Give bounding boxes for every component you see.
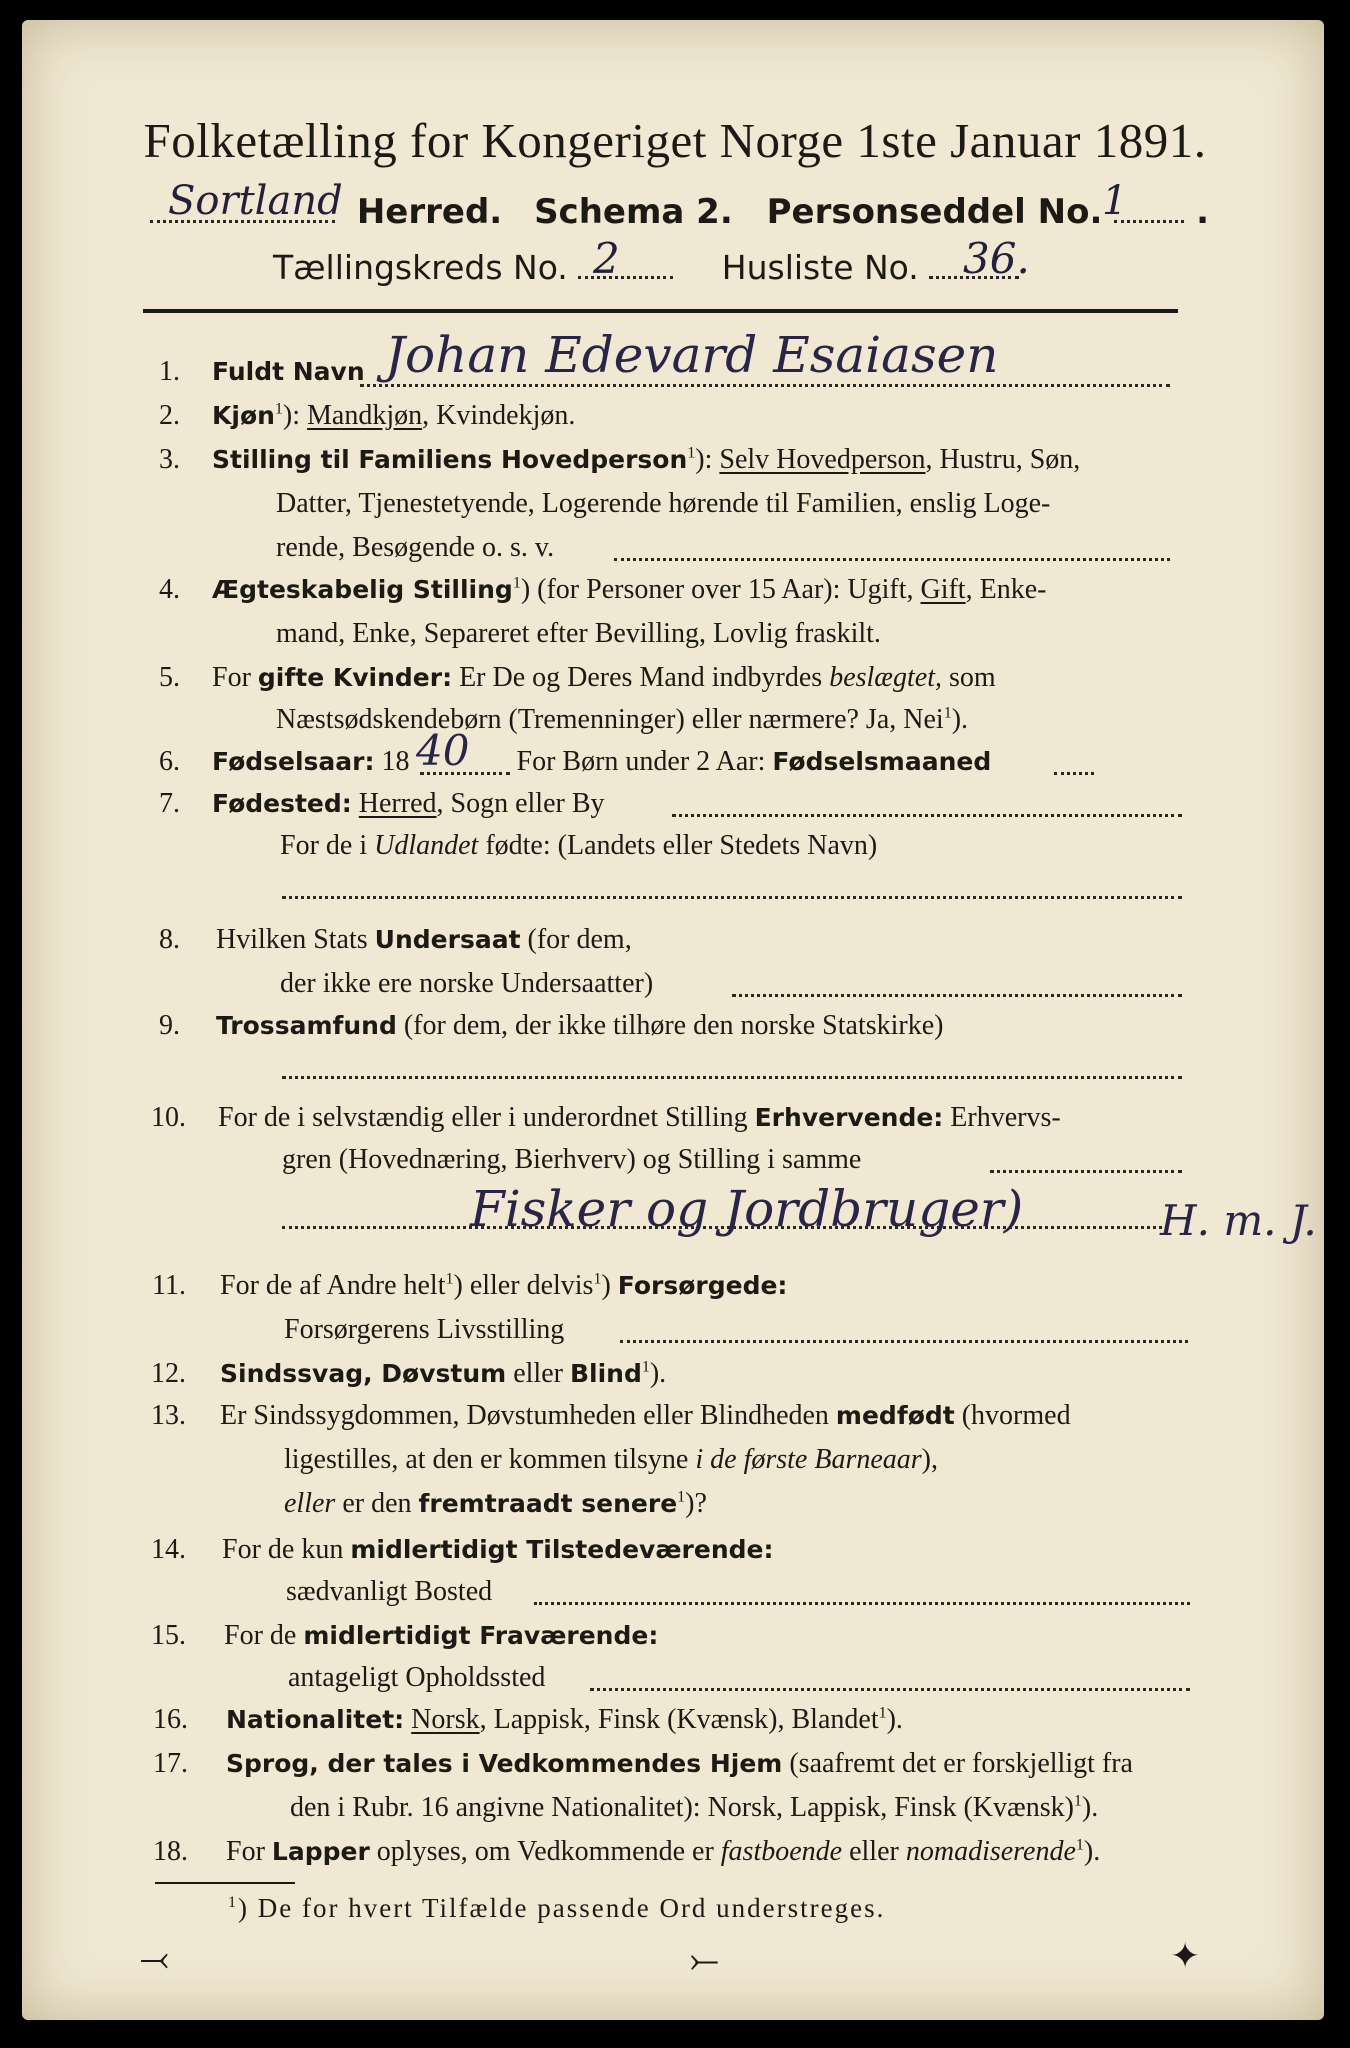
item-13-line2-end: ), <box>921 1444 938 1475</box>
item-18-sup: 1 <box>1075 1836 1084 1854</box>
item-5-rest: Er De og Deres Mand indbyrdes <box>452 662 830 693</box>
item-17-number: 17. <box>153 1748 188 1779</box>
footnote <box>228 1893 885 1924</box>
item-6-rest: For Børn under 2 Aar: <box>509 746 773 777</box>
header-herred-line: Sortland Herred. Schema 2. Personseddel No. 1 . <box>150 192 1209 232</box>
item-1-label: Fuldt Navn <box>212 357 365 386</box>
item-10-value2: H. m. J. <box>1160 1196 1317 1245</box>
corner-mark-center-icon: ⤚ <box>690 1940 719 1981</box>
item-7-label: Fødested: <box>212 789 352 818</box>
item-17-line <box>226 1748 1133 1780</box>
item-15-pre: For de <box>224 1620 304 1651</box>
item-7-line2 <box>280 830 877 862</box>
item-3-label: Stilling til Familiens Hovedperson <box>212 445 688 474</box>
item-13-end: )? <box>685 1488 707 1519</box>
item-12-mid: eller <box>506 1358 570 1389</box>
item-16-rest: , Lappisk, Finsk (Kvænsk), Blandet <box>479 1704 879 1735</box>
item-1-number: 1. <box>159 356 180 387</box>
corner-mark-right-icon: ✦ <box>1170 1936 1201 1977</box>
item-13-line2-italic: i de første Barneaar <box>695 1444 922 1475</box>
item-13-line2-pre: ligestilles, at den er kommen tilsyne <box>284 1444 696 1475</box>
item-5-line <box>212 662 996 694</box>
personseddel-value: 1 <box>1102 178 1128 224</box>
item-16-line <box>226 1704 903 1736</box>
item-18-pre: For <box>226 1836 272 1867</box>
item-1-label-line <box>212 356 365 388</box>
item-2-number: 2. <box>159 400 180 431</box>
item-18-italic1: fastboende <box>720 1836 843 1867</box>
item-5-label: gifte Kvinder: <box>257 663 453 692</box>
item-9-rest: (for dem, der ikke tilhøre den norske Statskirke) <box>396 1010 944 1041</box>
item-5-number: 5. <box>159 662 180 693</box>
item-7-number: 7. <box>159 788 180 819</box>
item-11-number: 11. <box>152 1270 186 1301</box>
item-17-line2-text: den i Rubr. 16 angivne Nationalitet): Norsk, Lappisk, Finsk (Kvænsk) <box>290 1792 1074 1823</box>
item-7-line2-pre: For de i <box>280 830 375 861</box>
item-3-fill <box>614 558 1170 561</box>
item-11-sup2: 1 <box>593 1270 602 1288</box>
item-14-line2: sædvanligt Bosted <box>286 1576 493 1607</box>
item-14-line <box>222 1534 774 1566</box>
item-2-rest: ): <box>282 400 308 431</box>
item-10-value: Fisker og Jordbruger) <box>470 1180 1024 1238</box>
item-10-line <box>218 1102 1061 1134</box>
item-13-line3-italic: eller <box>284 1488 336 1519</box>
item-15-line <box>224 1620 658 1652</box>
item-16-label: Nationalitet: <box>226 1705 405 1734</box>
item-5-end: ). <box>951 704 969 735</box>
item-14-label: midlertidigt Tilstedeværende: <box>350 1535 774 1564</box>
item-7-line <box>212 788 605 820</box>
item-9-fill <box>282 1076 1182 1079</box>
item-11-fill <box>620 1340 1188 1343</box>
item-13-line2 <box>284 1444 938 1476</box>
personseddel-label: Personseddel No. <box>766 192 1103 232</box>
item-6-value: 40 <box>416 726 470 775</box>
item-4-number: 4. <box>159 574 180 605</box>
item-4-line2: mand, Enke, Separeret efter Bevilling, Lovlig fraskilt. <box>276 618 881 649</box>
item-13-pre: Er Sindssygdommen, Døvstumheden eller Blindheden <box>220 1400 836 1431</box>
item-7-line2-rest: fødte: (Landets eller Stedets Navn) <box>478 830 878 861</box>
item-15-label: midlertidigt Fraværende: <box>303 1621 659 1650</box>
item-13-label: medfødt <box>835 1401 955 1430</box>
item-9-number: 9. <box>159 1010 180 1041</box>
item-8-label: Undersaat <box>374 925 521 954</box>
item-4-sup: 1 <box>512 574 521 592</box>
item-11-line2: Forsørgerens Livsstilling <box>284 1314 565 1345</box>
item-9-line <box>216 1010 943 1042</box>
item-12-label2: Blind <box>569 1359 642 1388</box>
item-3-options: , Hustru, Søn, <box>925 444 1081 475</box>
item-12-end: ). <box>649 1358 667 1389</box>
item-8-fill <box>732 994 1182 997</box>
item-8-line2: der ikke ere norske Undersaatter) <box>280 968 654 999</box>
item-14-pre: For de kun <box>222 1534 351 1565</box>
item-6-month-fill <box>1054 772 1094 775</box>
item-8-number: 8. <box>159 924 180 955</box>
item-13-line3 <box>284 1488 707 1520</box>
item-18-line <box>226 1836 1100 1868</box>
item-11-pre: For de af Andre helt <box>220 1270 446 1301</box>
item-14-number: 14. <box>151 1534 186 1565</box>
item-11-label: Forsørgede: <box>617 1271 788 1300</box>
item-11-end: ) <box>601 1270 618 1301</box>
item-7-fill <box>672 814 1182 817</box>
item-2-sup: 1 <box>274 400 283 418</box>
item-8-pre: Hvilken Stats <box>216 924 375 955</box>
footnote-text: ) De for hvert Tilfælde passende Ord understreges. <box>238 1893 886 1923</box>
item-7-fill2 <box>282 896 1182 899</box>
item-18-number: 18. <box>153 1836 188 1867</box>
item-17-rest: (saafremt det er forskjelligt fra <box>782 1748 1133 1779</box>
item-15-line2: antageligt Opholdssted <box>288 1662 546 1693</box>
item-13-number: 13. <box>151 1400 186 1431</box>
item-18-mid: eller <box>842 1836 906 1867</box>
item-3-line3: rende, Besøgende o. s. v. <box>276 532 555 563</box>
item-16-end: ). <box>886 1704 903 1735</box>
item-5-pre: For <box>212 662 258 693</box>
item-10-pre: For de i selvstændig eller i underordnet Stilling <box>218 1102 755 1133</box>
item-12-sup: 1 <box>641 1358 650 1376</box>
husliste-label: Husliste No. <box>721 248 919 287</box>
item-4-line <box>212 574 1046 606</box>
item-15-fill <box>590 1688 1190 1691</box>
item-11-sup: 1 <box>445 1270 454 1288</box>
item-4-option-selected: Gift <box>920 574 966 605</box>
item-16-sup: 1 <box>878 1704 887 1722</box>
item-2-option: , Kvindekjøn. <box>422 400 576 431</box>
footnote-rule <box>155 1882 295 1884</box>
item-13-rest: (hvormed <box>954 1400 1071 1431</box>
item-13-line3-label: fremtraadt senere <box>418 1489 678 1518</box>
footnote-sup: 1 <box>228 1894 238 1911</box>
item-8-rest: (for dem, <box>520 924 632 955</box>
item-2-option-selected: Mandkjøn <box>307 400 423 431</box>
item-17-line2 <box>290 1792 1098 1824</box>
kreds-label: Tællingskreds No. <box>273 248 568 287</box>
item-14-fill <box>534 1602 1190 1605</box>
item-17-label: Sprog, der tales i Vedkommendes Hjem <box>226 1749 783 1778</box>
item-5-italic: beslægtet, <box>829 662 942 693</box>
item-2-line <box>212 400 575 432</box>
header-kreds-line <box>273 234 1030 287</box>
item-17-end: ). <box>1081 1792 1099 1823</box>
item-6-label: Fødselsaar: <box>212 747 375 776</box>
item-1-fill <box>360 384 1170 387</box>
item-4-rest2: , Enke- <box>965 574 1047 605</box>
item-10-label: Erhvervende: <box>754 1103 944 1132</box>
item-16-option-selected: Norsk <box>411 1704 480 1735</box>
item-1-value: Johan Edevard Esaiasen <box>385 326 999 384</box>
item-2-label: Kjøn <box>212 401 275 430</box>
schema-label: Schema 2. <box>534 192 733 232</box>
item-8-line <box>216 924 632 956</box>
husliste-value: 36. <box>963 234 1030 283</box>
item-3-line2: Datter, Tjenestetyende, Logerende hørende til Familien, enslig Loge- <box>276 488 1051 519</box>
item-7-rest: , Sogn eller By <box>436 788 605 819</box>
header-rule <box>143 309 1178 313</box>
item-7-line2-italic: Udlandet <box>374 830 479 861</box>
item-5-line2 <box>276 704 968 736</box>
item-18-italic2: nomadiserende <box>905 1836 1076 1867</box>
herred-label: Herred. <box>356 192 503 232</box>
item-12-number: 12. <box>151 1358 186 1389</box>
item-3-number: 3. <box>159 444 180 475</box>
item-10-rest: Erhvervs- <box>943 1102 1061 1133</box>
item-10-number: 10. <box>151 1102 186 1133</box>
item-7-option-selected: Herred <box>358 788 437 819</box>
item-12-label: Sindssvag, Døvstum <box>220 1359 507 1388</box>
item-13-sup: 1 <box>677 1488 686 1506</box>
item-10-fill <box>990 1170 1182 1173</box>
item-4-rest: ) (for Personer over 15 Aar): Ugift, <box>520 574 921 605</box>
item-9-label: Trossamfund <box>216 1011 397 1040</box>
item-13-line <box>220 1400 1071 1432</box>
item-6-line <box>212 746 991 778</box>
item-5-question: Næstsødskendebørn (Tremenninger) eller nærmere? Ja, Nei <box>276 704 944 735</box>
kreds-value: 2 <box>593 234 620 283</box>
item-4-label: Ægteskabelig Stilling <box>212 575 513 604</box>
herred-value: Sortland <box>168 178 343 224</box>
item-12-line <box>220 1358 666 1390</box>
corner-mark-left-icon: ⤙ <box>140 1938 169 1979</box>
form-title: Folketælling for Kongeriget Norge 1ste Januar 1891. <box>143 113 1207 168</box>
item-17-sup: 1 <box>1073 1792 1082 1810</box>
item-3-sup: 1 <box>687 444 696 462</box>
item-11-line <box>220 1270 787 1302</box>
item-6-century: 18 <box>374 746 410 777</box>
item-18-rest: oplyses, om Vedkommende er <box>369 1836 721 1867</box>
item-16-number: 16. <box>153 1704 188 1735</box>
item-3-rest: ): <box>695 444 720 475</box>
item-5-sup: 1 <box>943 704 952 722</box>
item-18-label: Lapper <box>271 1837 370 1866</box>
item-3-line <box>212 444 1080 476</box>
item-15-number: 15. <box>151 1620 186 1651</box>
item-6-label2: Fødselsmaaned <box>772 747 992 776</box>
item-10-line2: gren (Hovednæring, Bierhverv) og Stilling i samme <box>282 1144 862 1175</box>
item-13-line3-mid: er den <box>335 1488 419 1519</box>
item-6-number: 6. <box>159 746 180 777</box>
item-18-end: ). <box>1083 1836 1101 1867</box>
item-11-mid: ) eller delvis <box>453 1270 594 1301</box>
item-5-rest2: som <box>941 662 996 693</box>
item-3-option-selected: Selv Hovedperson <box>719 444 926 475</box>
